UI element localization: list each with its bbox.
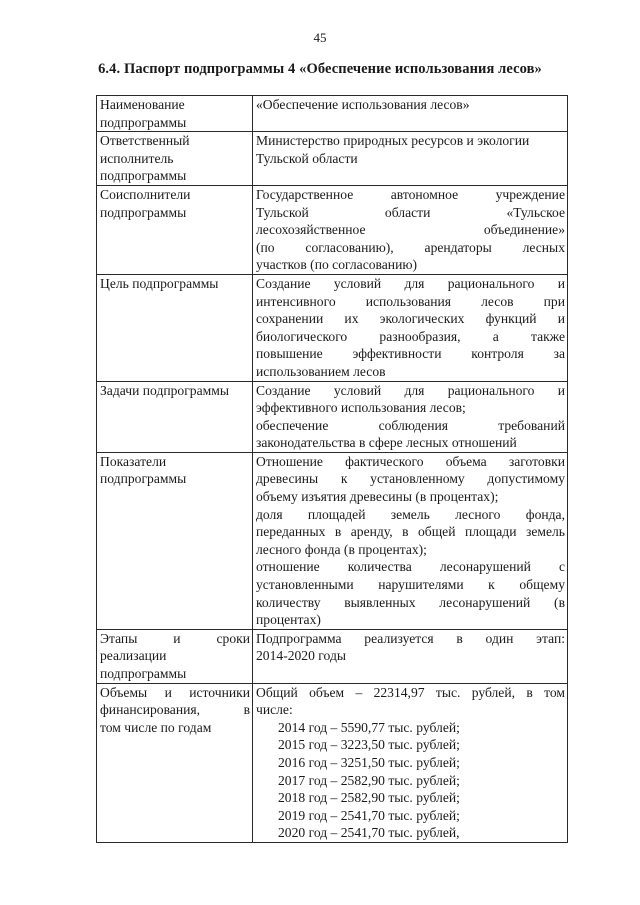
label-line: подпрограммы: [100, 168, 187, 184]
table-row: [97, 381, 568, 452]
value-line: (по согласованию), арендаторы лесных: [256, 239, 565, 255]
row-label-cell: [97, 274, 253, 381]
label-line: Цель подпрограммы: [100, 275, 219, 291]
row-label-cell: [97, 683, 253, 842]
value-line: биологического разнообразия, а также: [256, 328, 565, 344]
label-line: подпрограммы: [100, 471, 187, 487]
label-line: Этапы и сроки: [100, 630, 250, 646]
table-row: [97, 274, 568, 381]
label-line: реализации: [100, 648, 167, 664]
table-row: [97, 629, 568, 683]
value-line: лесного фонда (в процентах);: [256, 541, 427, 557]
row-value-cell: [253, 132, 568, 186]
row-label-cell: [97, 185, 253, 274]
value-line: Создание условий для рационального и: [256, 382, 565, 398]
value-line: Общий объем – 22314,97 тыс. рублей, в том: [256, 684, 565, 700]
value-line: лесохозяйственное объединение»: [256, 222, 565, 238]
table-row: [97, 452, 568, 629]
value-line: повышение эффективности контроля за: [256, 346, 565, 362]
value-line: числе:: [256, 702, 293, 718]
value-line: обеспечение соблюдения требований: [256, 417, 565, 433]
table-row: [97, 96, 568, 132]
label-line: Ответственный: [100, 133, 190, 149]
value-line: Тульской области «Тульское: [256, 204, 565, 220]
value-line: процентах): [256, 612, 321, 628]
value-line: установленными нарушителями к общему: [256, 577, 565, 593]
value-line: переданных в аренду, в общей площади земель: [256, 524, 565, 540]
value-line: Подпрограмма реализуется в один этап:: [256, 630, 565, 646]
value-line: Государственное автономное учреждение: [256, 186, 565, 202]
label-line: Соисполнители: [100, 186, 191, 202]
row-label-cell: [97, 629, 253, 683]
row-value-cell: [253, 452, 568, 629]
label-line: Задачи подпрограммы: [100, 382, 229, 398]
label-line: подпрограммы: [100, 666, 187, 681]
value-line: отношение количества лесонарушений с: [256, 559, 565, 575]
value-line: сохранении их экологических функций и: [256, 311, 565, 327]
document-title: 6.4. Паспорт подпрограммы 4 «Обеспечение использования лесов»: [98, 61, 542, 77]
row-label-cell: [97, 96, 253, 132]
label-line: подпрограммы: [100, 114, 187, 130]
value-line: Тульской области: [256, 150, 358, 166]
row-label-cell: [97, 381, 253, 452]
value-line: «Обеспечение использования лесов»: [256, 97, 470, 112]
label-line: Объемы и источники: [100, 684, 250, 700]
row-label-cell: [97, 132, 253, 186]
label-line: Наименование: [100, 97, 185, 112]
value-line: 2017 год – 2582,90 тыс. рублей;: [278, 772, 460, 788]
value-line: 2015 год – 3223,50 тыс. рублей;: [278, 737, 460, 753]
label-line: Показатели: [100, 453, 167, 469]
value-line: участков (по согласованию): [256, 257, 418, 273]
value-line: древесины к установленному допустимому: [256, 471, 565, 487]
label-line: исполнитель: [100, 150, 174, 166]
value-line: 2014 год – 5590,77 тыс. рублей;: [278, 719, 460, 735]
value-line: количеству выявленных лесонарушений (в: [256, 594, 565, 610]
value-line: 2020 год – 2541,70 тыс. рублей,: [278, 825, 460, 841]
value-line: 2016 год – 3251,50 тыс. рублей;: [278, 754, 460, 770]
row-label-cell: [97, 452, 253, 629]
value-line: 2019 год – 2541,70 тыс. рублей;: [278, 807, 460, 823]
value-line: доля площадей земель лесного фонда,: [256, 506, 565, 522]
value-line: Министерство природных ресурсов и экологии: [256, 133, 530, 149]
value-line: Создание условий для рационального и: [256, 275, 565, 291]
value-line: 2018 год – 2582,90 тыс. рублей;: [278, 790, 460, 806]
table-row: [97, 132, 568, 186]
label-line: финансирования, в: [100, 702, 250, 718]
row-value-cell: [253, 381, 568, 452]
row-value-cell: [253, 683, 568, 842]
label-line: подпрограммы: [100, 204, 187, 220]
value-line: законодательства в сфере лесных отношений: [256, 435, 517, 451]
value-line: 2014-2020 годы: [256, 648, 346, 664]
page-number: 45: [313, 30, 327, 45]
row-value-cell: [253, 96, 568, 132]
label-line: том числе по годам: [100, 719, 212, 735]
value-line: объему изъятия древесины (в процентах);: [256, 489, 499, 505]
value-line: интенсивного использования лесов при: [256, 293, 565, 309]
table-row: [97, 683, 568, 842]
value-line: использованием лесов: [256, 363, 386, 379]
row-value-cell: [253, 185, 568, 274]
row-value-cell: [253, 629, 568, 683]
value-line: Отношение фактического объема заготовки: [256, 453, 565, 469]
row-value-cell: [253, 274, 568, 381]
table-row: [97, 185, 568, 274]
value-line: эффективного использования лесов;: [256, 400, 466, 416]
subprogram-passport-table: [96, 95, 568, 843]
